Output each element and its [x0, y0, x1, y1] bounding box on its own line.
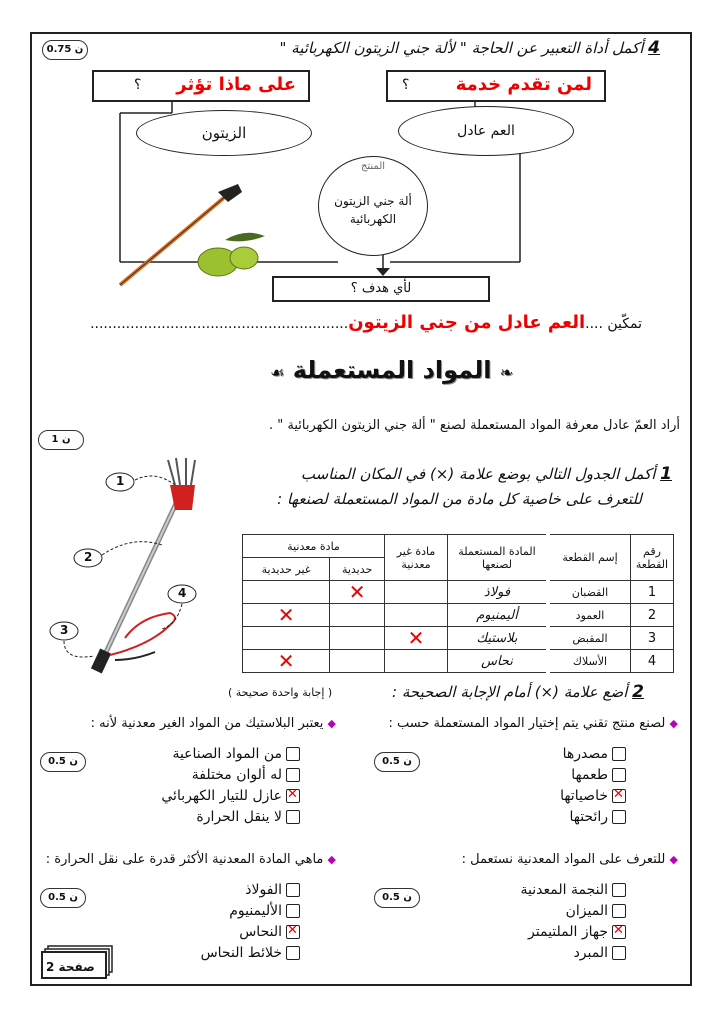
callout-1: 1 [116, 474, 125, 488]
option-label: الميزان [565, 903, 608, 919]
cell-nonmetal[interactable] [385, 604, 448, 627]
section4-number: 4 [648, 38, 660, 58]
checkbox-checked[interactable] [612, 925, 626, 939]
option[interactable] [201, 945, 300, 961]
checkbox[interactable] [286, 904, 300, 918]
option-label: خاصياتها [560, 788, 608, 804]
materials-table [242, 534, 674, 673]
checkbox[interactable] [612, 904, 626, 918]
cell-nonmetal[interactable] [385, 581, 448, 604]
question-plastic [91, 716, 336, 731]
checkbox[interactable] [286, 946, 300, 960]
option-label: الأليمنيوم [229, 903, 282, 919]
cell-name: القضبان [548, 581, 631, 604]
cell-nonmetal[interactable] [385, 650, 448, 673]
q1-line2: للتعرف على خاصية كل مادة من المواد المستعملة لصنعها : [277, 490, 642, 508]
option[interactable] [560, 788, 626, 804]
th-material: المادة المستعملة لصنعها [448, 535, 549, 581]
arrow-down-icon [376, 268, 390, 276]
option[interactable] [239, 924, 300, 940]
option[interactable] [571, 767, 626, 783]
effect-answer: على ماذا تؤثر [176, 74, 296, 95]
score-badge: 0.5 ن [374, 888, 420, 908]
oval-olives: الزيتون [136, 110, 312, 156]
product-oval [318, 156, 428, 256]
table-row [243, 627, 674, 650]
section4-title-text: أكمل أداة التعبير عن الحاجة " لألة جني الزيتون الكهربائية " [279, 39, 644, 57]
harvester-illustration [40, 455, 240, 685]
checkbox[interactable] [286, 747, 300, 761]
table-row [243, 604, 674, 627]
service-question-mark: ؟ [402, 77, 410, 93]
service-answer: لمن تقدم خدمة [455, 74, 592, 95]
option-label: له ألوان مختلفة [191, 767, 282, 783]
option-label: جهاز الملتيمتر [528, 924, 608, 940]
option[interactable] [566, 903, 626, 919]
page-number: صفحة 2 [46, 960, 95, 974]
bullet-icon: ◆ [327, 853, 336, 866]
q2-number: 2 [632, 682, 644, 702]
ornament-icon: ☙ [270, 363, 285, 382]
cell-num: 4 [631, 650, 674, 673]
callout-4: 4 [178, 586, 187, 600]
th-nonmetal: مادة غير معدنية [385, 535, 448, 581]
cell-material: نحاس [448, 650, 549, 673]
option-label: المبرد [573, 945, 608, 961]
checkbox-checked[interactable] [286, 789, 300, 803]
q2-note: ( إجابة واحدة صحيحة ) [228, 686, 333, 699]
cell-nonmetal[interactable]: ✕ [385, 627, 448, 650]
option[interactable] [196, 809, 300, 825]
product-label: المنتج [360, 161, 386, 172]
effect-box [92, 70, 310, 102]
option[interactable] [528, 924, 626, 940]
table-row [243, 650, 674, 673]
score-badge-section4: 0.75 ن [42, 40, 88, 60]
option[interactable] [172, 746, 300, 762]
bullet-icon: ◆ [669, 717, 678, 730]
materials-intro: أراد العمّ عادل معرفة المواد المستعملة لصنع " ألة جني الزيتون الكهربائية " . [269, 418, 680, 433]
checkbox[interactable] [286, 883, 300, 897]
question-metal-detection [462, 852, 678, 867]
materials-heading-text: المواد المستعملة [292, 356, 492, 384]
materials-heading [270, 356, 513, 384]
cell-num: 3 [631, 627, 674, 650]
option-label: مصدرها [562, 746, 608, 762]
score-badge: 0.5 ن [374, 752, 420, 772]
cell-noniron[interactable]: ✕ [243, 650, 330, 673]
checkbox[interactable] [612, 768, 626, 782]
cell-name: المقبض [548, 627, 631, 650]
checkbox[interactable] [612, 946, 626, 960]
effect-question-mark: ؟ [134, 77, 142, 93]
cell-iron[interactable] [330, 650, 385, 673]
cell-noniron[interactable] [243, 581, 330, 604]
checkbox[interactable] [286, 810, 300, 824]
option[interactable] [574, 945, 626, 961]
oval-uncle-adel: العم عادل [398, 106, 574, 156]
option[interactable] [229, 903, 300, 919]
product-name: ألة جني الزيتون الكهربائية [334, 194, 412, 226]
bullet-icon: ◆ [669, 853, 678, 866]
checkbox[interactable] [286, 768, 300, 782]
table-row [243, 581, 674, 604]
cell-iron[interactable] [330, 604, 385, 627]
q1-line1 [301, 464, 672, 484]
th-num: رقم القطعة [631, 535, 674, 581]
option-label: طعمها [571, 767, 608, 783]
option-label: رائحتها [569, 809, 608, 825]
checkbox[interactable] [612, 747, 626, 761]
th-iron: حديدية [330, 558, 385, 581]
checkbox[interactable] [612, 810, 626, 824]
option-label: لا ينقل الحرارة [196, 809, 282, 825]
callout-2: 2 [84, 550, 93, 564]
cell-material: أليمنيوم [448, 604, 549, 627]
option[interactable] [245, 882, 300, 898]
option-label: النحاس [239, 924, 282, 940]
th-noniron: غير حديدية [243, 558, 330, 581]
goal-prefix: تمكّين [607, 316, 642, 332]
option-label: الفولاذ [245, 882, 282, 898]
option-label: خلائط النحاس [200, 945, 282, 961]
checkbox-checked[interactable] [286, 925, 300, 939]
q2-title-text: أضع علامة (×) أمام الإجابة الصحيحة : [392, 683, 628, 701]
question-text: يعتبر البلاستيك من المواد الغير معدنية لأنه : [90, 716, 324, 731]
score-badge-materials: 1 ن [38, 430, 84, 450]
goal-answer: العم عادل من جني الزيتون [348, 312, 586, 333]
q1-number: 1 [660, 464, 672, 484]
cell-name: الأسلاك [548, 650, 631, 673]
option-label: النجمة المعدنية [520, 882, 608, 898]
cell-num: 1 [631, 581, 674, 604]
question-heat-conductor [46, 852, 336, 867]
cell-iron[interactable]: ✕ [330, 581, 385, 604]
q1-text1: أكمل الجدول التالي بوضع علامة (×) في المكان المناسب [300, 465, 656, 483]
option[interactable] [521, 882, 626, 898]
option-label: عازل للتيار الكهربائي [161, 788, 282, 804]
cell-noniron[interactable] [243, 627, 330, 650]
bullet-icon: ◆ [327, 717, 336, 730]
option[interactable] [563, 746, 626, 762]
option[interactable] [569, 809, 626, 825]
cell-material: بلاستيك [448, 627, 549, 650]
ornament-icon: ❧ [499, 363, 514, 382]
goal-line: تمكّين ....العم عادل من جني الزيتون.......................................................... [90, 312, 642, 333]
th-metal: مادة معدنية [243, 535, 385, 558]
question-text: لصنع منتج تقني يتم إختيار المواد المستعملة حسب : [388, 716, 666, 731]
cell-num: 2 [631, 604, 674, 627]
checkbox-checked[interactable] [612, 789, 626, 803]
score-badge: 0.5 ن [40, 888, 86, 908]
option[interactable] [161, 788, 300, 804]
score-badge: 0.5 ن [40, 752, 86, 772]
question-text: للتعرف على المواد المعدنية نستعمل : [461, 852, 666, 867]
service-box [386, 70, 606, 102]
goal-box: لأي هدف ؟ [272, 276, 490, 302]
question-text: ماهي المادة المعدنية الأكثر قدرة على نقل الحرارة : [45, 852, 324, 867]
option-label: من المواد الصناعية [172, 746, 282, 762]
callout-3: 3 [60, 623, 69, 637]
option[interactable] [192, 767, 300, 783]
cell-iron[interactable] [330, 627, 385, 650]
checkbox[interactable] [612, 883, 626, 897]
cell-material: فولاذ [448, 581, 549, 604]
question-selection-criteria [389, 716, 678, 731]
cell-noniron[interactable]: ✕ [243, 604, 330, 627]
q2-title [392, 682, 644, 702]
cell-name: العمود [548, 604, 631, 627]
th-name: إسم القطعة [548, 535, 631, 581]
